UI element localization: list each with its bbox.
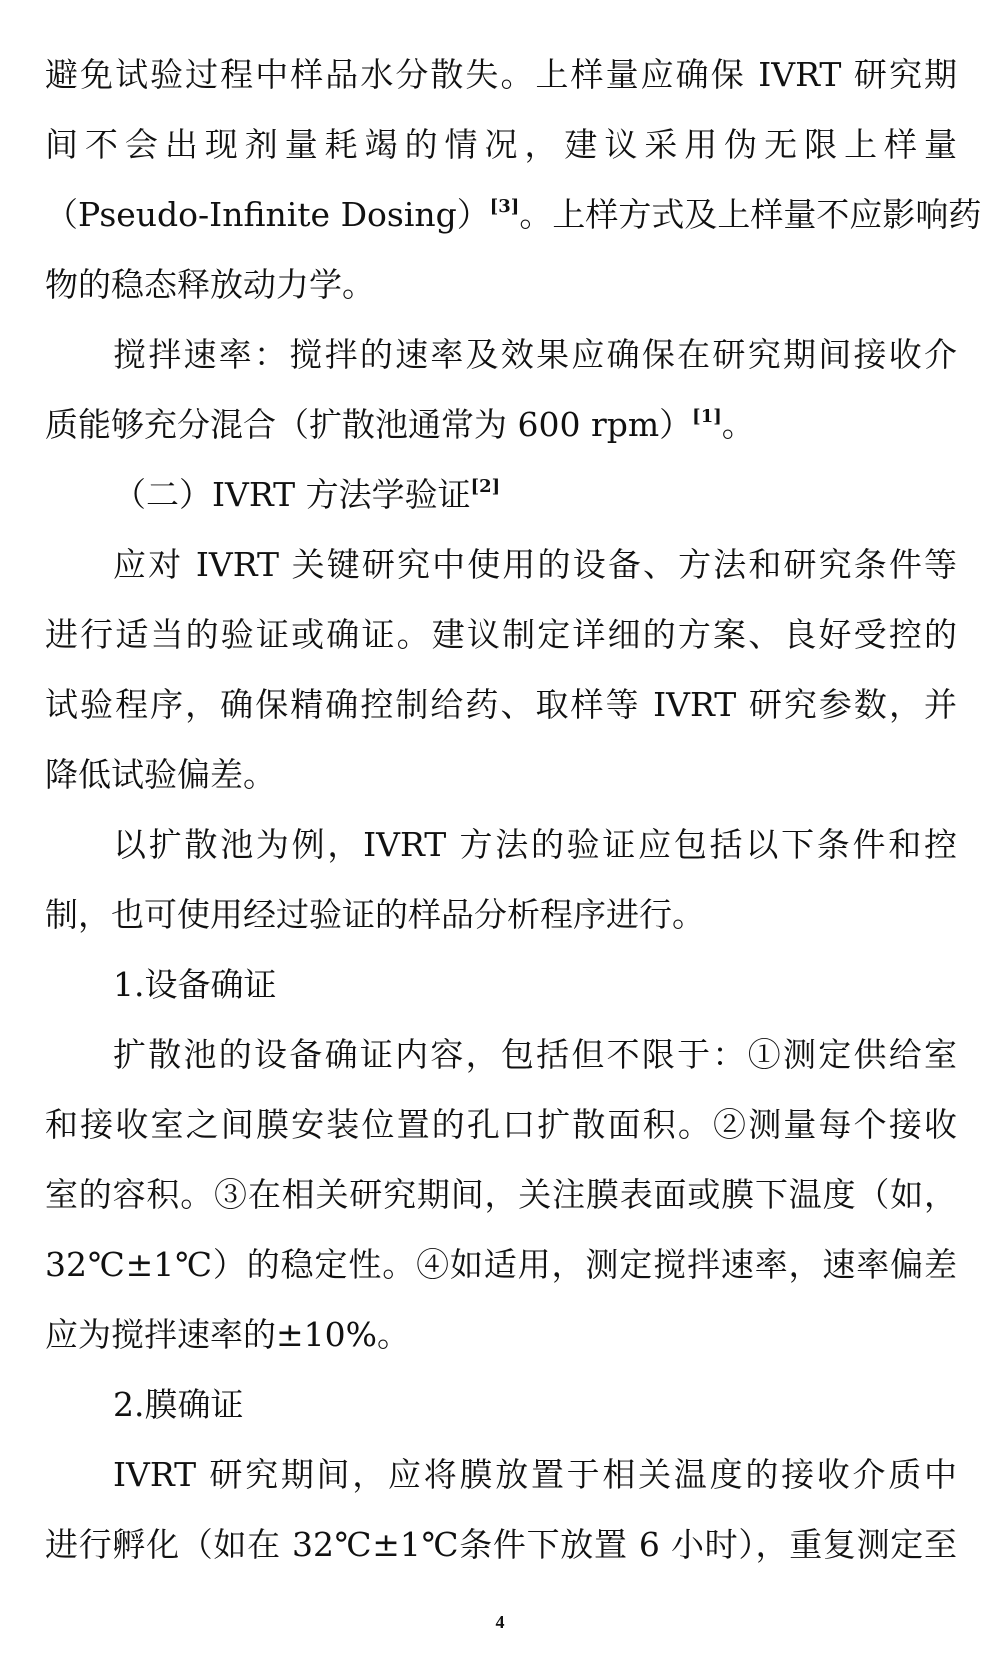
body-line bbox=[45, 180, 982, 250]
body-line: IVRT 研究期间，应将膜放置于相关温度的接收介质中 bbox=[113, 1455, 957, 1494]
body-line: 物的稳态释放动力学。 bbox=[45, 265, 375, 304]
body-line: 搅拌速率：搅拌的速率及效果应确保在研究期间接收介 bbox=[113, 335, 957, 374]
body-line: 试验程序，确保精确控制给药、取样等 IVRT 研究参数，并 bbox=[45, 685, 957, 724]
page-number: 4 bbox=[495, 1612, 505, 1632]
subsection-heading: 1.设备确证 bbox=[113, 965, 277, 1004]
body-line: 室的容积。③在相关研究期间，关注膜表面或膜下温度（如， bbox=[45, 1175, 957, 1214]
document-page bbox=[45, 40, 982, 1580]
body-line: 应为搅拌速率的±10%。 bbox=[45, 1315, 410, 1354]
body-line: 避免试验过程中样品水分散失。上样量应确保 IVRT 研究期 bbox=[45, 55, 957, 94]
body-line: 以扩散池为例，IVRT 方法的验证应包括以下条件和控 bbox=[113, 825, 957, 864]
heading-text: （二）IVRT 方法学验证 bbox=[113, 475, 471, 514]
reference-mark: [1] bbox=[692, 406, 722, 427]
body-line: 进行孵化（如在 32℃±1℃条件下放置 6 小时），重复测定至 bbox=[45, 1525, 957, 1564]
body-line: 间不会出现剂量耗竭的情况，建议采用伪无限上样量 bbox=[45, 125, 957, 164]
body-line: 制，也可使用经过验证的样品分析程序进行。 bbox=[45, 895, 705, 934]
body-line: 32℃±1℃）的稳定性。④如适用，测定搅拌速率，速率偏差 bbox=[45, 1245, 957, 1284]
body-line: 进行适当的验证或确证。建议制定详细的方案、良好受控的 bbox=[45, 615, 957, 654]
body-text: 质能够充分混合（扩散池通常为 600 rpm） bbox=[45, 405, 693, 444]
body-line: 和接收室之间膜安装位置的孔口扩散面积。②测量每个接收 bbox=[45, 1105, 957, 1144]
section-heading bbox=[45, 460, 957, 530]
body-line bbox=[45, 390, 957, 460]
body-text: 。 bbox=[721, 405, 755, 444]
subsection-heading: 2.膜确证 bbox=[113, 1385, 244, 1424]
body-line: 降低试验偏差。 bbox=[45, 755, 276, 794]
body-line: 扩散池的设备确证内容，包括但不限于：①测定供给室 bbox=[113, 1035, 957, 1074]
body-text: 。上样方式及上样量不应影响药 bbox=[519, 195, 982, 234]
body-line: 应对 IVRT 关键研究中使用的设备、方法和研究条件等 bbox=[113, 545, 957, 584]
body-text: （Pseudo-Infinite Dosing） bbox=[45, 195, 490, 234]
reference-mark: [3] bbox=[489, 196, 520, 217]
reference-mark: [2] bbox=[470, 476, 501, 497]
